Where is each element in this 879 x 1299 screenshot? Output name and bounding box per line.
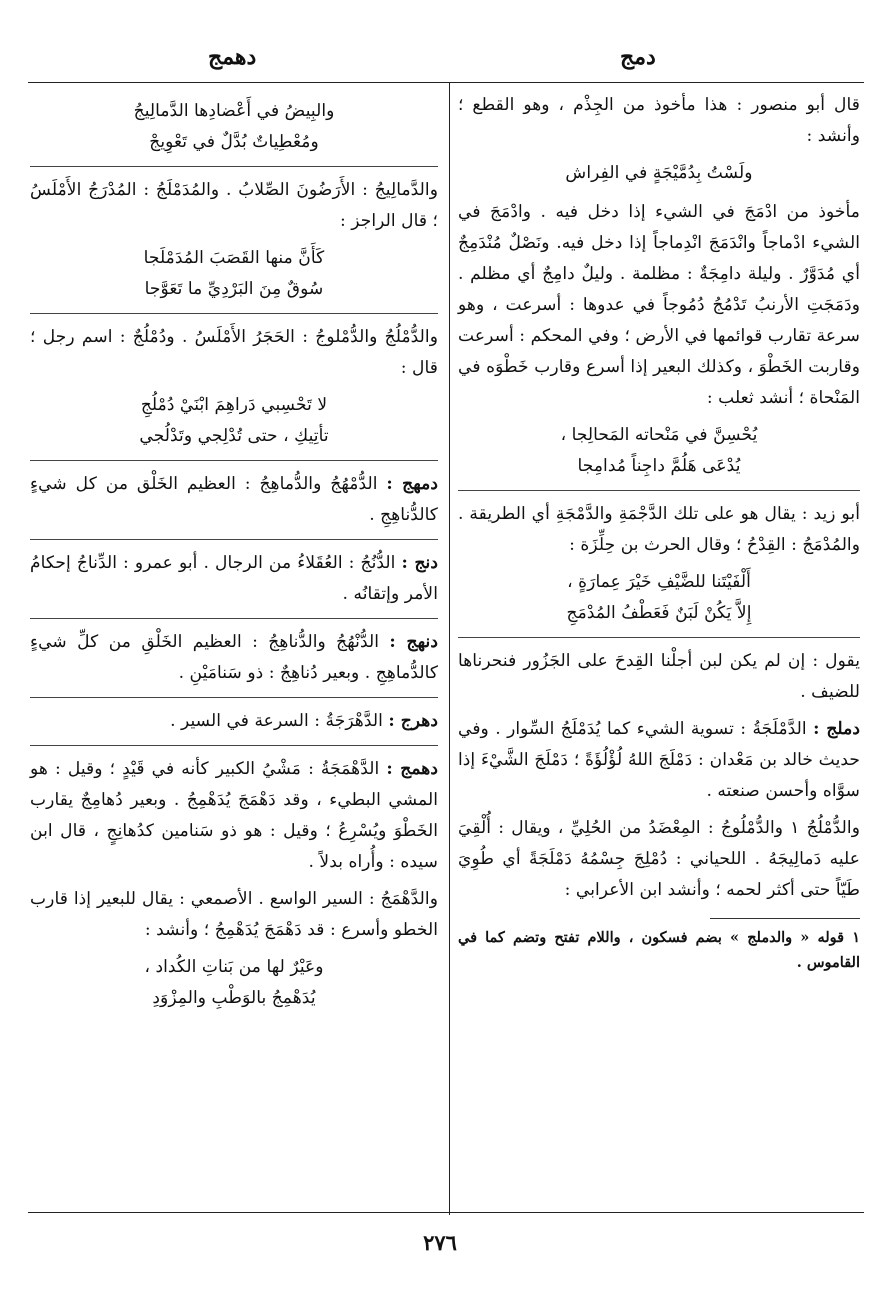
separator [30, 539, 438, 540]
verse-line: وعَيْرٌ لها من بَناتِ الكُداد ، [144, 957, 324, 977]
verse-line: يُدْعَى هَلُمَّ داجِناً مُدامِجا [577, 456, 741, 476]
entry-paragraph: والدُّمْلُجُ ١ والدُّمْلُوجُ : المِعْضَدُ من الحُلِيِّ ، ويقال : أُلْقِيَ عليه دَمالِيجَهُ . اللحياني : دُمْلِجَ جِسْمُهُ دَمْلَجَةً أي طُوِيَ طَيّاً حتى أكثر لحمه ؛ وأنشد ابن الأعرابي : [458, 818, 860, 900]
headword: دمهج : [386, 474, 438, 494]
verse [30, 952, 438, 1014]
verse [30, 243, 438, 305]
header-right-word: دمج [620, 44, 656, 70]
verse [30, 96, 438, 158]
entry-text: الدُّنْهُجُ والدُّناهِجُ : العظيم الخَلْقِ من كلِّ شيءٍ كالدُّماهِجِ . وبعير دُناهِجٌ : ذو سَنامَيْنِ . [30, 632, 438, 683]
entry-paragraph: يقول : إن لم يكن لبن أجلْنا القِدحَ على الجَزُور فنحرناها للضيف . [458, 651, 860, 702]
entry-paragraph: أبو زيد : يقال هو على تلك الدَّجْمَةِ والدَّمْجَةِ أي الطريقة . والمُدْمَجُ : القِدْحُ ؛ وقال الحرث بن حِلِّزَة : [458, 504, 860, 555]
entry-paragraph [458, 714, 860, 807]
left-column [30, 90, 438, 1022]
separator [30, 313, 438, 314]
footnote-rule [710, 918, 860, 919]
entry-paragraph: مأخوذ من ادْمَجَ في الشيء إذا دخل فيه . وادْمَجَ في الشيء ادْماجاً وانْدَمَجَ انْدِماجاً إذا دخل فيه. ونَصْلٌ مُنْدَمِجٌ أي مُدَوَّرٌ . وليلة دامِجَةٌ : مظلمة . وليلٌ دامِجٌ أي مظلم . ودَمَجَتِ الأرنبُ تَدْمُجُ دُمُوجاً في عدوها : أسرعت ، وهو سرعة تقارب قوائمها في الأرض ؛ وفي المحكم : أسرعت وقاربت الخَطْوَ ، وكذلك البعير إذا أسرع وقارب خَطْوَه في المَنْحاة ؛ أنشد ثعلب : [458, 202, 860, 408]
column-divider [449, 82, 450, 1215]
headword: دهمج : [386, 759, 439, 779]
verse-line: إِلاَّ يَكُنْ لَبَنٌ فَعَطْفُ المُدْمَجِ [566, 603, 752, 623]
entry-text: الدَّمْلَجَةُ : تسوية الشيء كما يُدَمْلَجُ السِّوار . وفي حديث خالد بن مَعْدان : دَمْلَجَ اللهُ لُؤْلُؤَةً ؛ دَمْلَجَ الشَّيْءَ إذا سوَّاه وأحسن صنعته . [458, 719, 860, 801]
verse-line: يُحْسِنَّ في مَنْحاته المَحالِجا ، [560, 425, 758, 445]
entry-paragraph: والدَّمالِيجُ : الأَرَضُونَ الصِّلابُ . والمُدَمْلَجُ : المُدْرَجُ الأَمْلَسُ ؛ قال الراجز : [30, 180, 438, 231]
separator [458, 637, 860, 638]
verse-line: والبِيضُ في أَعْضادِها الدَّمالِيجُ [133, 101, 335, 121]
verse [458, 420, 860, 482]
entry-text: الدَّهْرَجَةُ : السرعة في السير . [170, 711, 389, 731]
separator [30, 460, 438, 461]
separator [30, 166, 438, 167]
entry-text: الدُّنُجُ : العُقَلاءُ من الرجال . أبو عمرو : الدِّناجُ إحكامُ الأمر وإتقانُه . [30, 553, 438, 604]
entry-paragraph [30, 627, 438, 689]
verse-line: ولَسْتُ بِدُمَّيْجَةٍ في الفِراش [565, 163, 753, 183]
verse-line: يُدَهْمِجُ بالوَطْبِ والمِزْوَدِ [152, 988, 316, 1008]
entry-text: الدُّمْهُجُ والدُّماهِجُ : العظيم الخَلْق من كل شيءٍ كالدُّناهِجِ . [30, 474, 438, 525]
entry-paragraph [30, 706, 438, 737]
verse-line: سُوقٌ مِنَ البَرْدِيِّ ما تَعَوَّجا [144, 279, 324, 299]
verse-line: أَلْفَيْتَنا للضَّيْفِ خَيْرَ عِمارَةٍ ، [567, 572, 751, 592]
separator [30, 618, 438, 619]
footnote: ١ قوله « والدملج » بضم فسكون ، واللام تفتح وتضم كما في القاموس . [458, 929, 860, 971]
entry-text: الدَّهْمَجَةُ : مَشْيُ الكبير كأنه في قَيْدٍ ؛ وقيل : هو المشي البطيء ، وقد دَهْمَجَ يُدَهْمِجُ . وبعير دُهامِجٌ يقارب الخَطْوَ ويُسْرِعُ ؛ وقيل : هو ذو سَنامين كدُهانِجٍ ، قال ابن سيده : وأُراه بدلاً . [30, 759, 438, 872]
right-column [458, 90, 860, 981]
verse-line: ومُعْطِياتٌ بُدَّلٌ في تَعْوِيجْ [149, 132, 319, 152]
verse-line: كَأَنَّ منها القَصَبَ المُدَمْلَجا [143, 248, 325, 268]
separator [458, 490, 860, 491]
separator [30, 745, 438, 746]
verse [30, 390, 438, 452]
entry-paragraph [30, 548, 438, 610]
bottom-rule [28, 1212, 864, 1213]
entry-paragraph [30, 469, 438, 531]
headword: دنهج : [389, 632, 438, 652]
headword: دهرج : [388, 711, 438, 731]
entry-paragraph: قال أبو منصور : هذا مأخوذ من الجِذْم ، وهو القطع ؛ وأنشد : [458, 95, 860, 146]
verse [458, 158, 860, 189]
page-number: ٢٧٦ [423, 1230, 457, 1255]
entry-paragraph [30, 754, 438, 878]
top-rule [28, 82, 864, 83]
headword: دملج : [813, 719, 860, 739]
headword: دنج : [401, 553, 438, 573]
verse [458, 567, 860, 629]
verse-line: تأتِيكِ ، حتى تُدْلِجي وتَدْلُجي [139, 426, 329, 446]
separator [30, 697, 438, 698]
entry-paragraph: والدَّهْمَجُ : السير الواسع . الأصمعي : يقال للبعير إذا قارب الخطو وأسرع : قد دَهْمَجَ يُدَهْمِجُ ؛ وأنشد : [30, 889, 438, 940]
header-left-word: دهمج [208, 44, 257, 70]
entry-paragraph: والدُّمْلُجُ والدُّمْلوجُ : الحَجَرُ الأَمْلَسُ . ودُمْلُجٌ : اسم رجل ؛ قال : [30, 327, 438, 378]
verse-line: لا تَحْسِبي دَراهِمَ ابْنَيْ دُمْلُجِ [140, 395, 328, 415]
